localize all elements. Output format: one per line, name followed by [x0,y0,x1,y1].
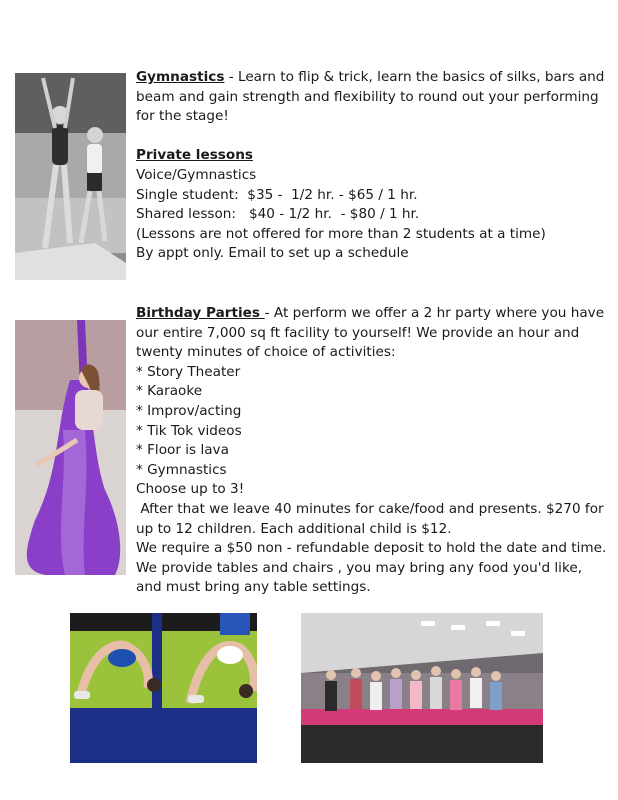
lesson-line: Voice/Gymnastics [136,166,257,183]
choose-text: Choose up to 3! [136,481,245,498]
deposit-text: We require a $50 non - refundable deposit to hold the date and time. [136,540,607,557]
gymnastics-paragraph [136,68,610,127]
photo-aerial-flips [70,613,257,763]
gymnastics-text: - Learn to flip & trick, learn the basics of silks, bars and beam and gain strength and flexibility to round out your performing for the stage! [136,69,609,125]
photo-gymnasts [15,73,126,280]
photo-aerial-silks [15,320,126,575]
after-text: After that we leave 40 minutes for cake/food and presents. $270 for up to 12 children. Each additional child is $12. [136,500,608,537]
birthday-section [136,304,610,598]
activity-item: * Gymnastics [136,461,227,478]
activity-item: * Karaoke [136,383,203,400]
birthday-intro-paragraph [136,304,610,363]
photo-kids-group [301,613,543,763]
lesson-line: Shared lesson: $40 - 1/2 hr. - $80 / 1 hr. [136,206,420,223]
birthday-intro: - At perform we offer a 2 hr party where you have our entire 7,000 sq ft facility to yourself! We provide an hour and twenty minutes of choice of activities: [136,305,609,361]
activity-item: * Story Theater [136,363,241,380]
private-lessons-heading: Private lessons [136,147,253,164]
tables-text: We provide tables and chairs , you may bring any food you'd like, and must bring any table settings. [136,559,587,596]
birthday-heading: Birthday Parties [136,305,265,321]
activity-item: * Tik Tok videos [136,422,242,439]
gymnastics-heading: Gymnastics [136,69,225,85]
lesson-line: (Lessons are not offered for more than 2 students at a time) [136,225,546,242]
activity-item: * Improv/acting [136,402,242,419]
lesson-line: Single student: $35 - 1/2 hr. - $65 / 1 hr. [136,186,418,203]
lesson-line: By appt only. Email to set up a schedule [136,245,409,262]
gymnastics-section [136,68,610,264]
activity-item: * Floor is lava [136,442,229,459]
